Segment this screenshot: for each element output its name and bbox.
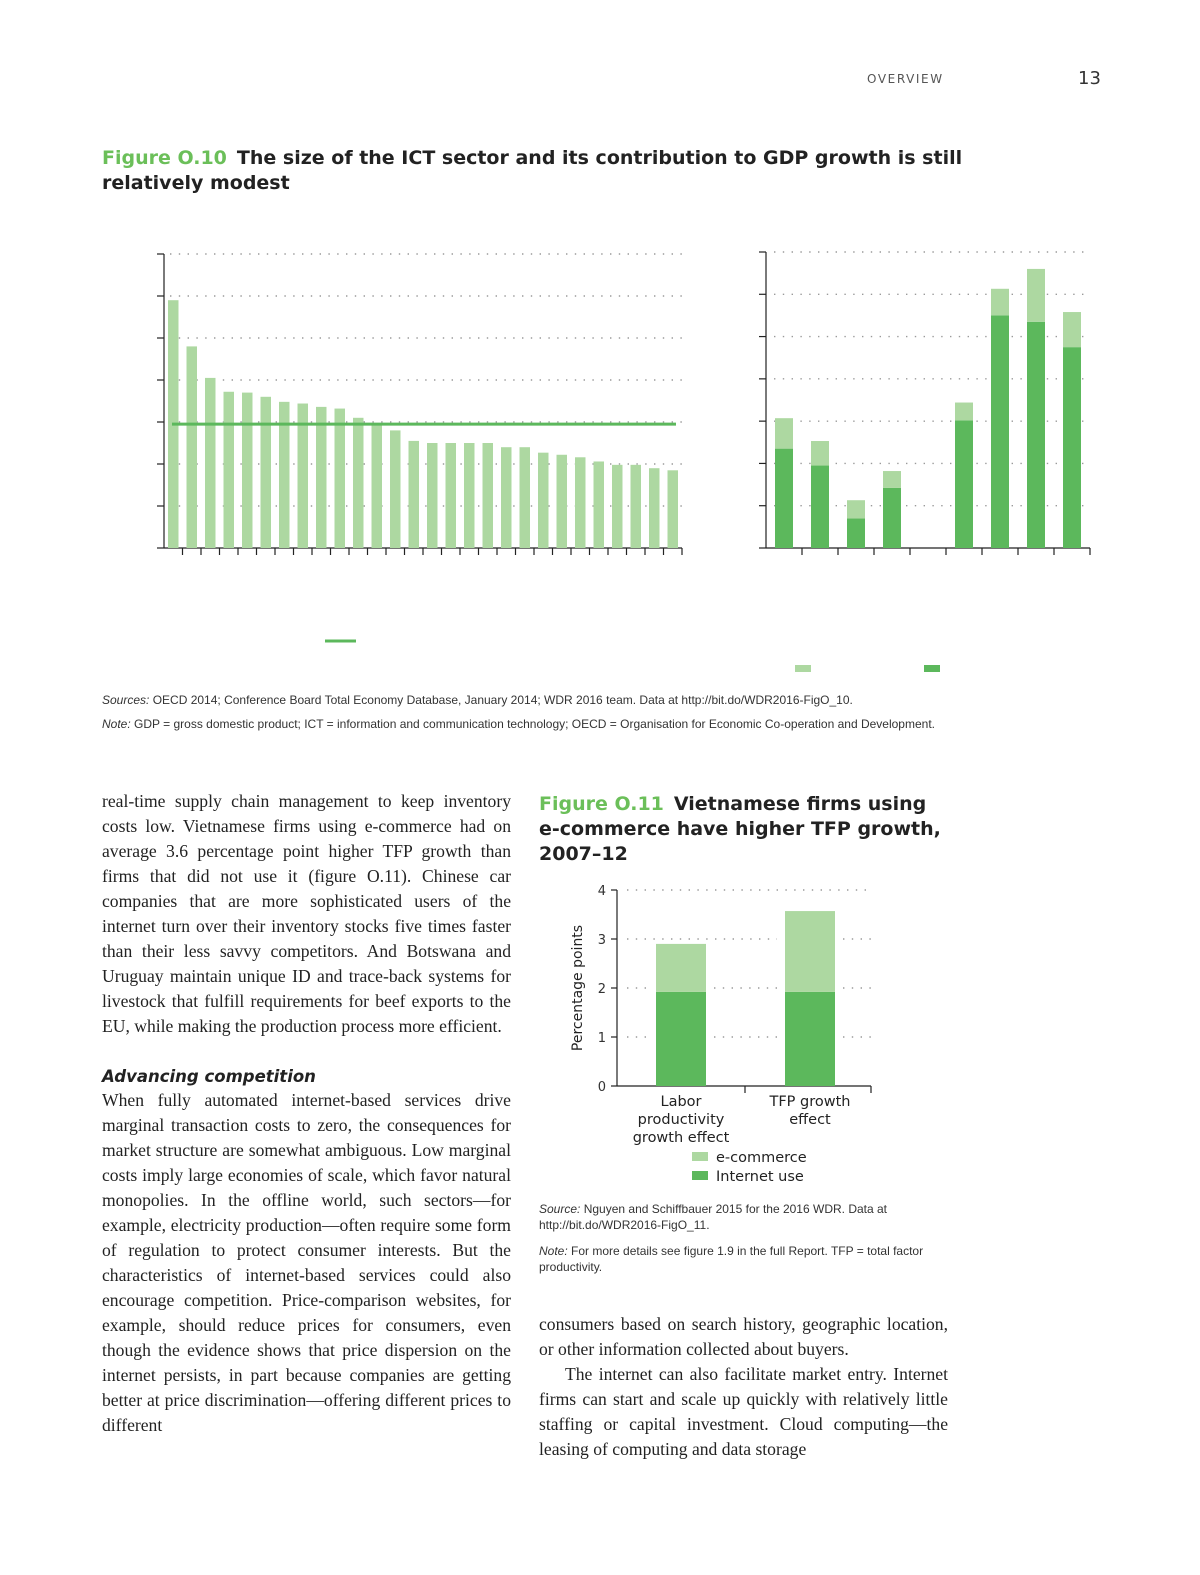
page-number: 13 (1078, 68, 1101, 89)
body-paragraph: consumers based on search history, geographic location, or other information collected about buyers. (539, 1314, 948, 1359)
section-subheading: Advancing competition (102, 1067, 316, 1086)
sources-label: Sources: (102, 693, 150, 707)
note-label: Note: (539, 1244, 568, 1258)
legend-swatch (692, 1171, 708, 1180)
bar-e-commerce (785, 911, 835, 992)
y-tick-label: 3 (597, 933, 606, 948)
x-category-label: effect (789, 1112, 831, 1128)
x-category-label: growth effect (632, 1130, 730, 1146)
chart-tfp (570, 884, 871, 1185)
y-tick-label: 1 (597, 1031, 606, 1046)
note-text: For more details see figure 1.9 in the full Report. TFP = total factor productivity. (539, 1244, 924, 1274)
y-axis-label: Percentage points (570, 924, 586, 1052)
legend-label: Internet use (716, 1169, 804, 1185)
bar-e-commerce (656, 944, 706, 992)
running-header: OVERVIEW (867, 72, 944, 86)
x-category-label: TFP growth (769, 1094, 851, 1110)
figure-11-source (539, 1201, 949, 1233)
figure-11-title-text: Vietnamese firms using e-commerce have higher TFP growth, 2007–12 (539, 793, 941, 865)
source-label: Source: (539, 1202, 581, 1216)
note-text: GDP = gross domestic product; ICT = information and communication technology; OECD = Organisation for Economic Co-operation and Development. (134, 717, 935, 731)
y-tick-label: 2 (597, 982, 606, 997)
body-column-right (539, 1312, 948, 1462)
body-paragraph: real-time supply chain management to keep inventory costs low. Vietnamese firms using e-commerce had on average 3.6 percentage point higher TFP growth than firms that did not use it (figure O.11). Chinese car companies that are more sophisticated users of the internet turn over their inventory stocks five times faster than their less savvy competitors. And Botswana and Uruguay maintain unique ID and trace-back systems for livestock that fulfill requirements for beef exports to the EU, while making the production process more efficient. (102, 791, 511, 1036)
body-paragraph: The internet can also facilitate market entry. Internet firms can start and scale up quickly with relatively little staffing or capital investment. Cloud computing—the leasing of computing and data storage (539, 1364, 948, 1459)
figure-11-label: Figure O.11 (539, 793, 664, 815)
y-tick-label: 0 (597, 1080, 606, 1095)
x-category-label: productivity (637, 1112, 725, 1128)
x-category-label: Labor (660, 1094, 702, 1110)
legend-label: e-commerce (716, 1150, 807, 1166)
y-tick-label: 4 (597, 884, 606, 899)
note-label: Note: (102, 717, 131, 731)
legend-swatch (692, 1152, 708, 1161)
source-text: Nguyen and Schiffbauer 2015 for the 2016 WDR. Data at http://bit.do/WDR2016-FigO_11. (539, 1202, 888, 1232)
figure-11-note (539, 1243, 949, 1275)
figure-10-label: Figure O.10 (102, 147, 227, 169)
bar-internet-use (656, 992, 706, 1086)
figure-10-title-text: The size of the ICT sector and its contribution to GDP growth is still relatively modest (102, 147, 963, 194)
bar-internet-use (785, 992, 835, 1086)
body-paragraph: When fully automated internet-based services drive marginal transaction costs to zero, the consequences for market structure are somewhat ambiguous. Low marginal costs imply large economies of scale, which favor natural monopolies. In the offline world, such sectors—for example, electricity production—often require some form of regulation to protect consumer interests. But the characteristics of internet-based services could also encourage competition. Price-comparison websites, for example, should reduce prices for consumers, even though the evidence shows that price dispersion on the internet persists, in part because companies are getting better at price discrimination—offering different prices to different (102, 1090, 511, 1435)
sources-text: OECD 2014; Conference Board Total Economy Database, January 2014; WDR 2016 team. Data at http://bit.do/WDR2016-FigO_10. (152, 693, 853, 707)
